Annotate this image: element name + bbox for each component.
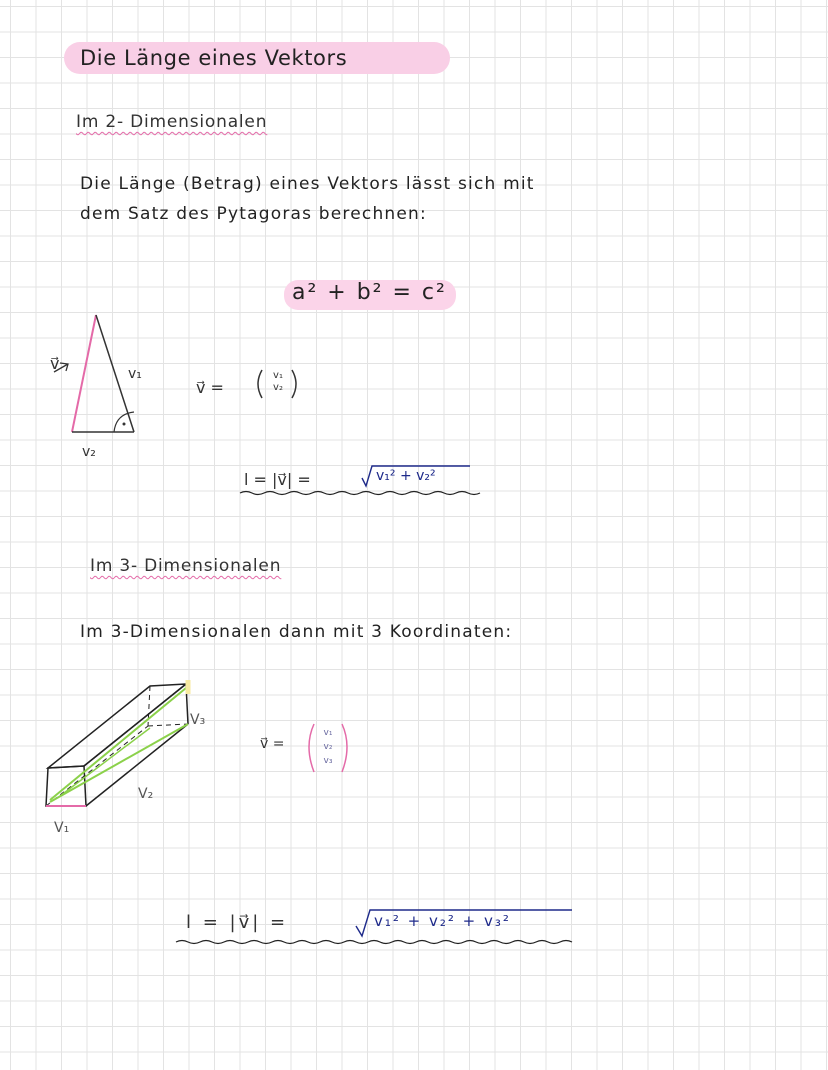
vector-component-3d-2: v₂ (323, 742, 333, 752)
box-label-v1: V₁ (54, 820, 70, 836)
triangle-side-v2: v₂ (82, 444, 96, 460)
vector-components-2d (268, 370, 288, 394)
triangle-side-v1: v₁ (128, 366, 142, 382)
page-title: Die Länge eines Vektors (64, 42, 450, 74)
triangle-vector-label: v⃗ (50, 354, 60, 373)
box-label-v3: V₃ (190, 712, 206, 728)
pythagoras-formula: a² + b² = c² (292, 280, 447, 305)
length-formula-3d-rhs: v₁² + v₂² + v₃² (374, 912, 511, 930)
text-2d-line2: dem Satz des Pytagoras berechnen: (80, 204, 427, 224)
vector-components-3d (316, 726, 340, 768)
cuboid-drawing (46, 680, 188, 806)
box-label-v2: V₂ (138, 786, 154, 802)
text-2d-line1: Die Länge (Betrag) eines Vektors lässt sich mit (80, 174, 535, 194)
text-3d-line1: Im 3-Dimensionalen dann mit 3 Koordinaten: (80, 622, 513, 642)
vector-component-2d-2: v₂ (273, 382, 283, 393)
length-formula-2d-rhs: v₁² + v₂² (376, 468, 436, 484)
vector-def-2d-lhs: v⃗ = (196, 378, 224, 397)
vector-component-2d-1: v₁ (273, 370, 283, 381)
vector-component-3d-3: v₃ (323, 756, 333, 766)
length-formula-3d-lhs: l = |v⃗| = (186, 912, 289, 933)
heading-3d: Im 3- Dimensionalen (90, 556, 282, 576)
heading-2d: Im 2- Dimensionalen (76, 112, 268, 132)
right-triangle-drawing (72, 315, 134, 432)
vector-component-3d-1: v₁ (323, 728, 333, 738)
length-formula-2d-lhs: l = |v⃗| = (244, 470, 311, 489)
vector-def-3d-lhs: v⃗ = (260, 736, 285, 752)
